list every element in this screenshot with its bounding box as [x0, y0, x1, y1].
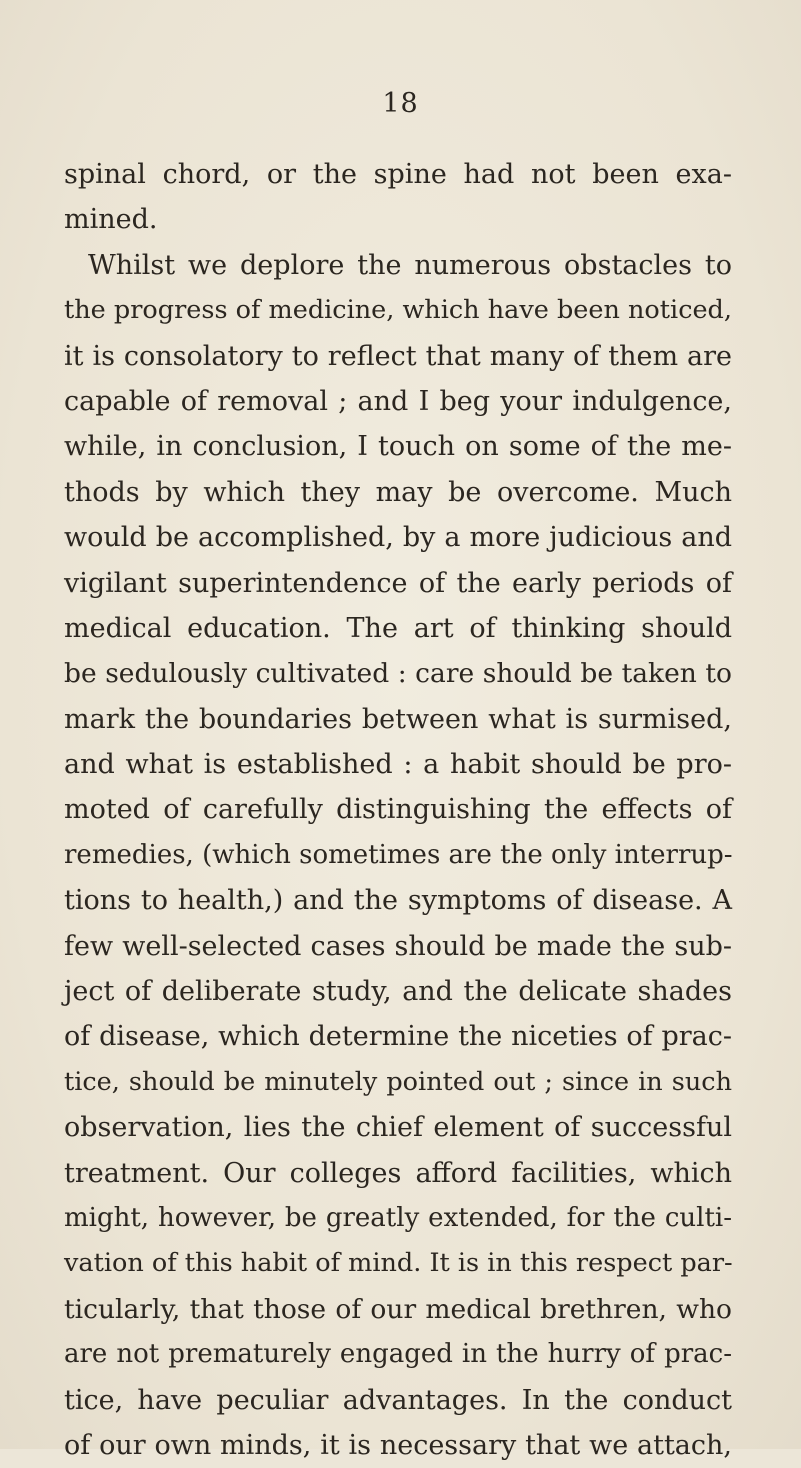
page-number: 18: [382, 88, 419, 119]
text-line: the progress of medicine, which have been noticed,: [64, 295, 732, 326]
text-line: spinal chord, or the spine had not been exa-: [64, 159, 732, 190]
text-line: vation of this habit of mind. It is in this respect par-: [64, 1248, 733, 1279]
text-line: of disease, which determine the niceties of prac-: [64, 1021, 732, 1053]
text-line: mined.: [64, 204, 158, 236]
text-line: mark the boundaries between what is surmised,: [64, 703, 732, 735]
text-line: while, in conclusion, I touch on some of the me-: [64, 431, 732, 463]
text-line: capable of removal ; and I beg your indulgence,: [64, 385, 732, 417]
text-line: might, however, be greatly extended, for the culti-: [64, 1202, 732, 1233]
text-line: of our own minds, it is necessary that we attach,: [64, 1429, 732, 1461]
text-line: are not prematurely engaged in the hurry of prac-: [64, 1339, 732, 1370]
text-line: tice, should be minutely pointed out ; since in such: [64, 1066, 732, 1097]
text-line: few well-selected cases should be made the sub-: [64, 930, 732, 962]
text-line: remedies, (which sometimes are the only interrup-: [64, 839, 733, 870]
text-line: it is consolatory to reflect that many of them are: [64, 340, 732, 372]
text-line: ticularly, that those of our medical brethren, who: [64, 1293, 732, 1325]
text-line: and what is established : a habit should be pro-: [64, 749, 732, 781]
text-line: treatment. Our colleges afford facilities, which: [64, 1157, 732, 1189]
text-line: tions to health,) and the symptoms of disease. A: [64, 885, 732, 917]
text-line: be sedulously cultivated : care should be taken to: [64, 658, 732, 690]
text-line: would be accomplished, by a more judicious and: [64, 522, 732, 554]
text-line: vigilant superintendence of the early periods of: [64, 567, 732, 599]
text-line: medical education. The art of thinking should: [64, 612, 732, 644]
text-line: Whilst we deplore the numerous obstacles to: [88, 249, 732, 281]
text-line: tice, have peculiar advantages. In the conduct: [64, 1384, 732, 1416]
text-line: moted of carefully distinguishing the effects of: [64, 794, 732, 826]
body-text: [64, 152, 732, 1468]
text-line: observation, lies the chief element of successful: [64, 1112, 732, 1144]
text-line: thods by which they may be overcome. Much: [64, 476, 732, 508]
text-line: ject of deliberate study, and the delicate shades: [64, 976, 732, 1008]
